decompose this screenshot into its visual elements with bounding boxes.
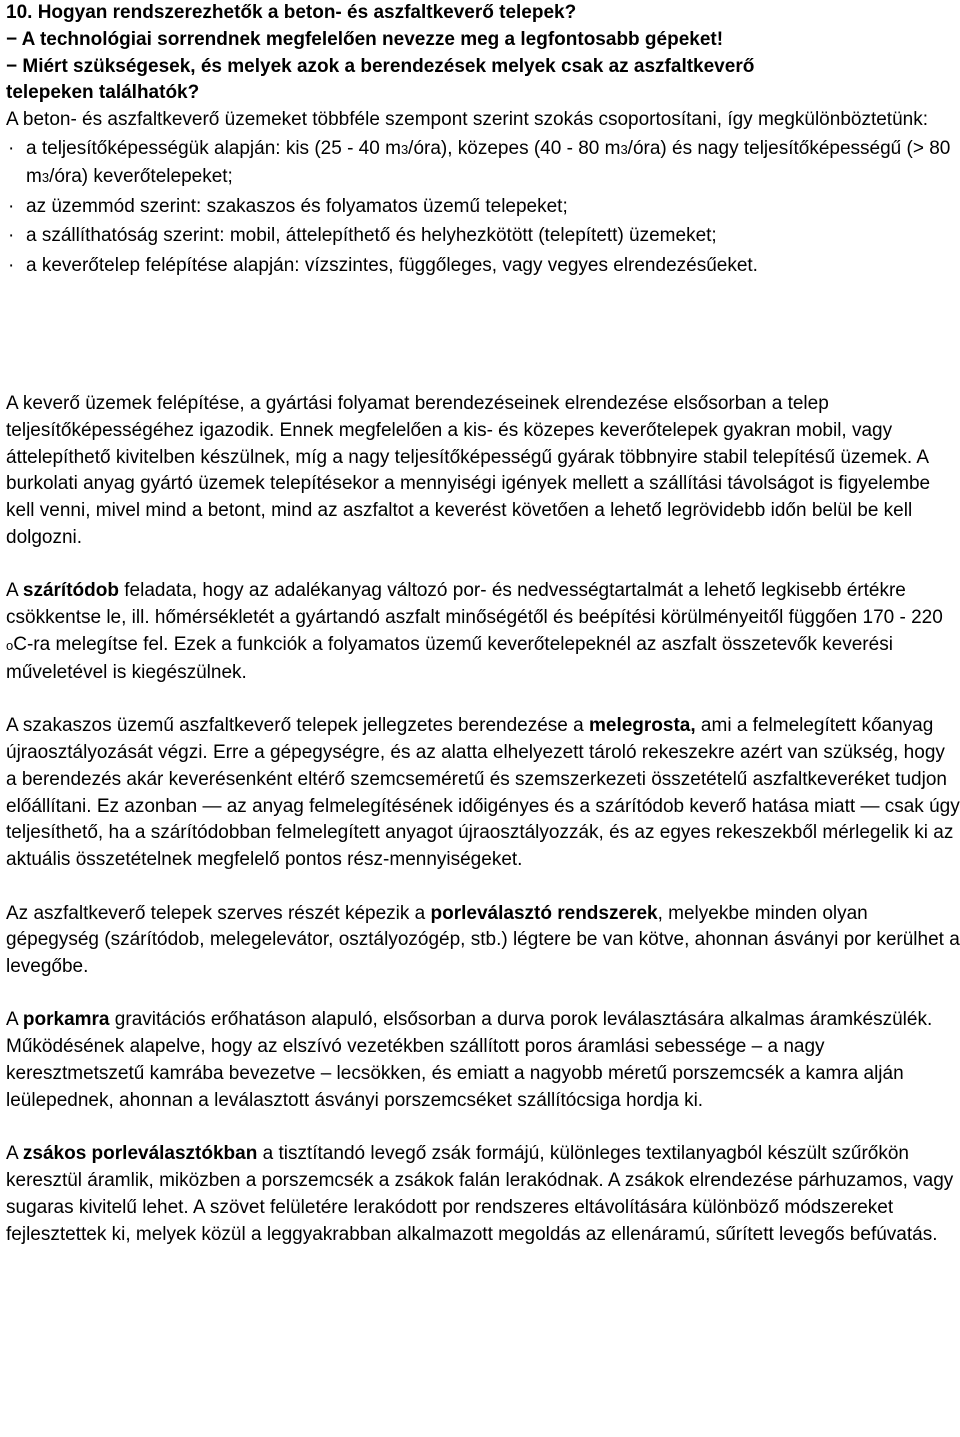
- list-item: · a teljesítőképességük alapján: kis (25 - 40 m3/óra), közepes (40 - 80 m3/óra) és nagy teljesítőképességű (> 80 m3/óra) keverőtelepeket;: [8, 137, 951, 187]
- bullet-marker: ·: [8, 254, 15, 276]
- list-item: · az üzemmód szerint: szakaszos és folyamatos üzemű telepeket;: [6, 194, 960, 221]
- term-hot-screen: melegrosta,: [589, 715, 696, 737]
- heading-subquestion-1: − A technológiai sorrendnek megfelelően nevezze meg a legfontosabb gépeket!: [6, 28, 724, 50]
- list-item: · a szállíthatóság szerint: mobil, áttelepíthető és helyhezkötött (telepített) üzemeket;: [6, 223, 960, 250]
- classification-list: [6, 136, 960, 279]
- term-bag-filter: zsákos porleválasztókban: [22, 1143, 258, 1165]
- paragraph-drying-drum: A szárítódob feladata, hogy az adalékanyag változó por- és nedvességtartalmát a lehető legkisebb értékre csökkentse le, ill. hőmérsékletét a gyártandó aszfalt minőségétől és beépítési körülményeitől függően 170 - 220 oC-ra melegítse fel. Ezek a funkciók a folyamatos üzemű keverőtelepeknél az aszfalt összetevők keverési műveletével is kiegészülnek.: [6, 580, 943, 683]
- paragraph-bag-filter: A zsákos porleválasztókban a tisztítandó levegő zsák formájú, különleges textilanyagból készült szűrőkön keresztül áramlik, miközben a porszemcsék a zsákok falán lerakódnak. A zsákok elrendezése párhuzamos, vagy sugaras kivitelű lehet. A szövet felületére lerakódott por rendszeres eltávolítására különböző módszereket fejlesztettek ki, melyek közül a leggyakrabban alkalmazott megoldás az ellenáramú, sűrített levegős befúvatás.: [6, 1143, 954, 1245]
- heading-title: 10. Hogyan rendszerezhetők a beton- és aszfaltkeverő telepek?: [6, 2, 577, 23]
- paragraph-plant-layout: A keverő üzemek felépítése, a gyártási folyamat berendezéseinek elrendezése elsősorban a telep teljesítőképességéhez igazodik. Ennek megfelelően a kis- és közepes keverőtelepek gyakran mobil, vagy áttelepíthető kivitelben készülnek, míg a nagy teljesítőképességű gyárak többnyire stabil telepítésű üzemek. A burkolati anyag gyártó üzemek telepítésekor a mennyiségi igények mellett a szállítási távolságot is figyelembe kell venni, mivel mind a betont, mind az aszfaltot a keverést követően a lehető legrövidebb időn belül be kell dolgozni.: [6, 392, 931, 548]
- intro-paragraph: A beton- és aszfaltkeverő üzemeket többféle szempont szerint szokás csoportosítani, így megkülönböztetünk:: [6, 109, 928, 131]
- paragraph-hot-screen: A szakaszos üzemű aszfaltkeverő telepek jellegzetes berendezése a melegrosta, ami a felmelegített kőanyag újraosztályozását végzi. Erre a gépegységre, és az alatta elhelyezett tároló rekeszekre azért van szükség, hogy a berendezés akár keverésenként eltérő szemcseméretű és szemszerkezeti összetételű aszfaltkeveréket tudjon előállítani. Ez azonban — az anyag felmelegítésének időigényes és a szárítódob keverő hatása miatt — csak úgy teljesíthető, ha a szárítódobban felmelegített anyagot újraosztályozzák, és az egyes rekeszekből mérlegelik ki az aktuális összetételnek megfelelő pontos rész-mennyiségeket.: [6, 715, 960, 871]
- heading-subquestion-2-cont: telepeken találhatók?: [6, 82, 200, 104]
- bullet-marker: ·: [8, 196, 15, 218]
- paragraph-dust-separation: Az aszfaltkeverő telepek szerves részét képezik a porleválasztó rendszerek, melyekbe minden olyan gépegység (szárítódob, melegelevátor, osztályozógép, stb.) légtere be van kötve, ahonnan ásványi por kerülhet a levegőbe.: [6, 902, 960, 978]
- heading-subquestion-2: − Miért szükségesek, és melyek azok a berendezések melyek csak az aszfaltkeverő: [6, 55, 755, 77]
- question-heading: [6, 0, 960, 107]
- bullet-marker: ·: [8, 137, 15, 159]
- paragraph-dust-chamber: A porkamra gravitációs erőhatáson alapuló, elsősorban a durva porok leválasztására alkalmas áramkészülék. Működésének alapelve, hogy az elszívó vezetékben szállított poros áramlási sebessége – a nagy keresztmetszetű kamrába bevezetve – lecsökken, és emiatt a nagyobb méretű porszemcsék a kamra alján leülepednek, ahonnan a leválasztott ásványi porszemcséket szállítócsiga hordja ki.: [6, 1009, 933, 1111]
- list-item: · a keverőtelep felépítése alapján: vízszintes, függőleges, vagy vegyes elrendezésűeket.: [6, 253, 960, 280]
- bullet-marker: ·: [8, 225, 15, 247]
- term-dryer: szárítódob: [22, 580, 119, 602]
- term-dust-systems: porleválasztó rendszerek: [430, 902, 658, 924]
- term-dust-chamber: porkamra: [22, 1009, 110, 1031]
- blank-space: [6, 282, 960, 391]
